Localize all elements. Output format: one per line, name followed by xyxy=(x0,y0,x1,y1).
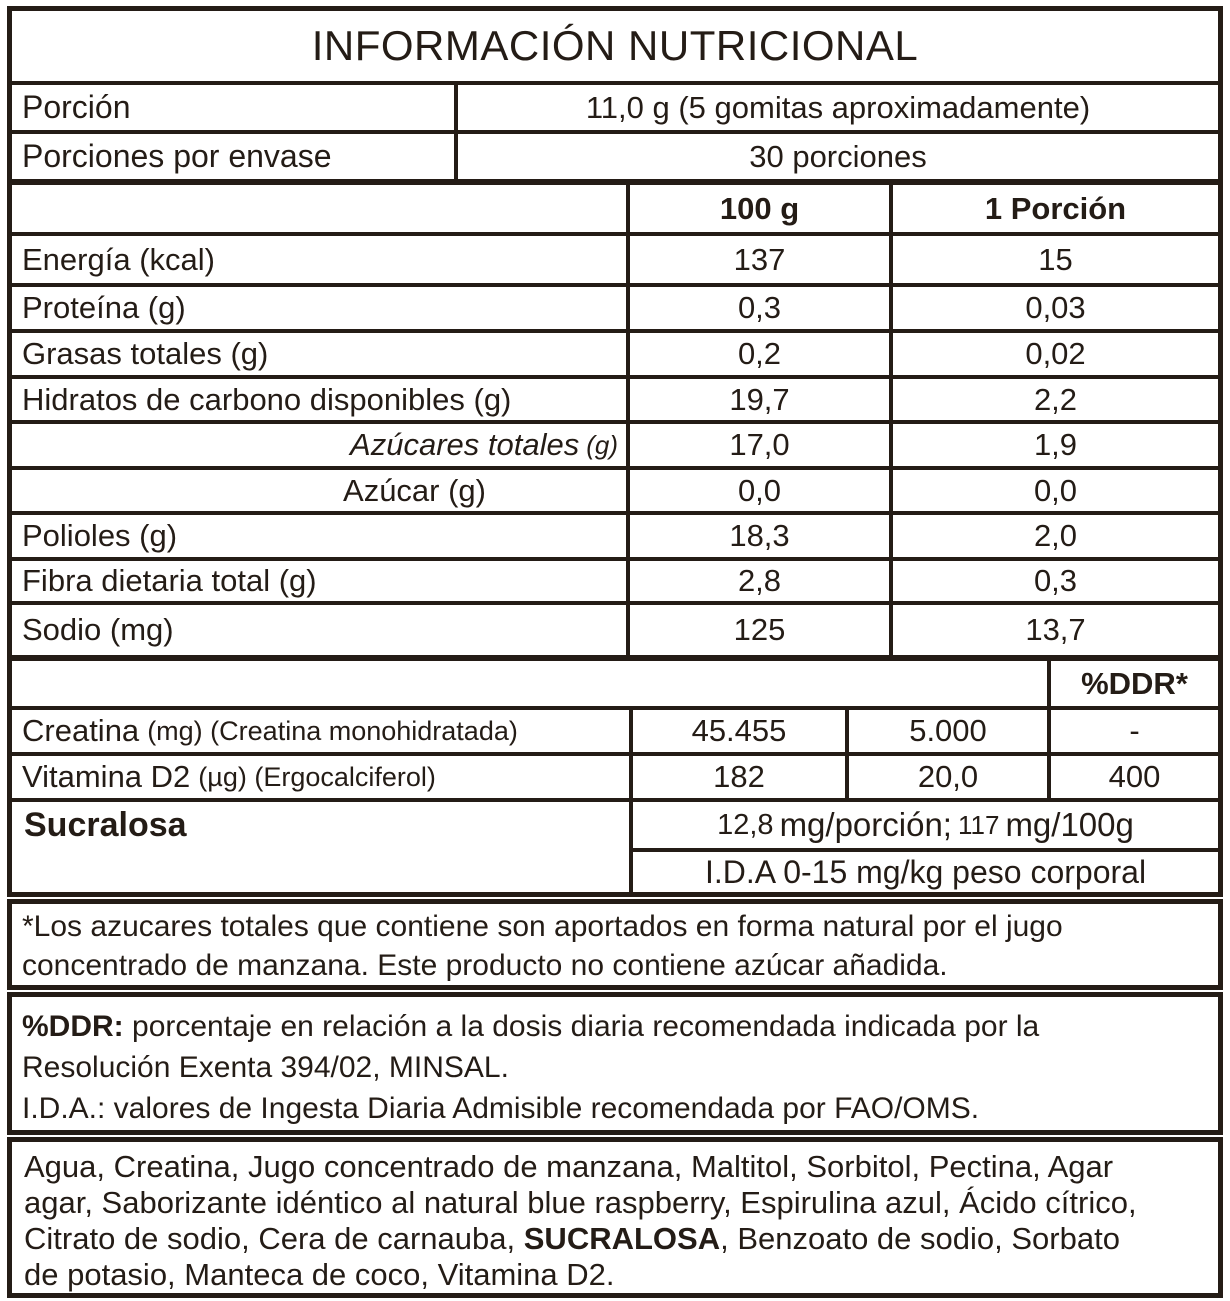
value-100g: 137 xyxy=(626,236,889,283)
ddr-header-label: %DDR* xyxy=(1047,661,1218,706)
ida-footnote-line: I.D.A.: valores de Ingesta Diaria Admisible recomendada por FAO/OMS. xyxy=(22,1092,980,1125)
ddr-footnote xyxy=(7,992,1223,1135)
value-100g: 0,2 xyxy=(626,333,889,375)
ddr-header-spacer xyxy=(12,661,1047,706)
sugars-footnote-line1: *Los azucares totales que contiene son aportados en forma natural por el jugo xyxy=(22,910,1063,943)
page-title: INFORMACIÓN NUTRICIONAL xyxy=(311,22,919,69)
servings-per-container-label: Porciones por envase xyxy=(22,138,332,174)
column-header-portion: 1 Porción xyxy=(889,185,1218,232)
sucralosa-unit-portion: mg/porción; xyxy=(779,806,952,843)
value-100g: 125 xyxy=(626,605,889,655)
sucralosa-ida-line: I.D.A 0-15 mg/kg peso corporal xyxy=(633,848,1218,892)
value-100g: 0,0 xyxy=(626,470,889,511)
value-100g: 18,3 xyxy=(626,515,889,557)
value-portion: 13,7 xyxy=(889,605,1218,655)
ddr-footnote-bold: %DDR: xyxy=(22,1010,124,1043)
value-100g: 2,8 xyxy=(626,561,889,601)
value-portion: 0,02 xyxy=(889,333,1218,375)
table-row-grasas xyxy=(12,329,1218,375)
ingredients-line3-post: , Benzoato de sodio, Sorbato xyxy=(720,1221,1120,1256)
ddr-footnote-line2: Resolución Exenta 394/02, MINSAL. xyxy=(22,1051,509,1084)
nutrition-table xyxy=(7,6,1223,897)
table-row-sodio xyxy=(12,601,1218,655)
ingredients-sucralosa-bold: SUCRALOSA xyxy=(523,1221,721,1256)
column-header-spacer xyxy=(12,185,626,232)
table-row-sucralosa xyxy=(12,798,1218,892)
value-portion: 1,9 xyxy=(889,424,1218,466)
nutrient-label: Polioles (g) xyxy=(22,518,178,553)
sucralosa-unit-100g: mg/100g xyxy=(1005,806,1134,843)
ingredients-line3 xyxy=(24,1221,1208,1257)
column-header-row xyxy=(12,179,1218,232)
sucralosa-mg-100g: 117 xyxy=(957,809,1000,840)
nutrient-label: Proteína (g) xyxy=(22,290,186,325)
value-100g: 19,7 xyxy=(626,379,889,420)
nutrient-label: Fibra dietaria total (g) xyxy=(22,563,317,598)
servings-per-container-row xyxy=(12,130,1218,179)
nutrient-label xyxy=(12,710,629,752)
nutrient-label: Energía (kcal) xyxy=(22,241,215,277)
column-header-100g: 100 g xyxy=(626,185,889,232)
nutrient-label: Grasas totales (g) xyxy=(22,336,269,371)
table-row-proteina xyxy=(12,283,1218,329)
nutrient-label xyxy=(12,424,626,466)
nutrient-detail: (mg) (Creatina monohidratada) xyxy=(147,715,518,746)
ingredients-line3-pre: Citrato de sodio, Cera de carnauba, xyxy=(24,1221,524,1256)
value-portion: 0,0 xyxy=(889,470,1218,511)
sugars-footnote xyxy=(7,899,1223,990)
nutrient-label-text: Azúcares totales xyxy=(350,427,580,462)
ingredients-section xyxy=(7,1137,1223,1298)
sucralosa-values xyxy=(629,802,1218,892)
value-100g: 0,3 xyxy=(626,287,889,329)
table-row-creatina xyxy=(12,706,1218,752)
ddr-footnote-text: porcentaje en relación a la dosis diaria recomendada indicada por la xyxy=(123,1010,1040,1043)
value-portion: 15 xyxy=(889,236,1218,283)
serving-size-value: 11,0 g (5 gomitas aproximadamente) xyxy=(454,85,1218,130)
sugars-footnote-line2: concentrado de manzana. Este producto no contiene azúcar añadida. xyxy=(22,949,948,982)
value-portion: 2,0 xyxy=(889,515,1218,557)
nutrient-label-unit: (g) xyxy=(586,429,618,460)
table-row-fibra xyxy=(12,557,1218,601)
ingredients-line1: Agua, Creatina, Jugo concentrado de manzana, Maltitol, Sorbitol, Pectina, Agar xyxy=(24,1149,1114,1184)
ingredients-line2: agar, Saborizante idéntico al natural blue raspberry, Espirulina azul, Ácido cítrico, xyxy=(24,1185,1137,1220)
value-ddr: - xyxy=(1047,710,1218,752)
value-portion: 0,3 xyxy=(889,561,1218,601)
serving-size-label: Porción xyxy=(22,89,131,125)
ddr-footnote-line1 xyxy=(22,1006,1208,1047)
table-row-hidratos xyxy=(12,375,1218,420)
table-row-azucar xyxy=(12,466,1218,511)
nutrient-name: Creatina xyxy=(22,713,140,748)
nutrient-label: Azúcar (g) xyxy=(343,472,486,508)
value-portion: 0,03 xyxy=(889,287,1218,329)
nutrient-name: Vitamina D2 xyxy=(22,759,191,794)
nutrient-detail: (µg) (Ergocalciferol) xyxy=(198,761,436,792)
value-100g: 17,0 xyxy=(626,424,889,466)
table-row-energia xyxy=(12,232,1218,283)
ddr-header-row xyxy=(12,655,1218,706)
sucralosa-label: Sucralosa xyxy=(24,806,187,844)
serving-size-row xyxy=(12,81,1218,130)
sucralosa-mg-portion: 12,8 xyxy=(717,808,774,841)
table-row-azucares-totales xyxy=(12,420,1218,466)
value-100g: 45.455 xyxy=(629,710,845,752)
nutrient-label: Sodio (mg) xyxy=(22,612,174,647)
value-ddr: 400 xyxy=(1047,756,1218,798)
sucralosa-amount-line xyxy=(633,802,1218,848)
title-row xyxy=(12,11,1218,81)
ingredients-line4: de potasio, Manteca de coco, Vitamina D2. xyxy=(24,1257,615,1292)
value-100g: 182 xyxy=(629,756,845,798)
servings-per-container-value: 30 porciones xyxy=(454,134,1218,179)
value-portion: 20,0 xyxy=(845,756,1047,798)
nutrient-label xyxy=(12,756,629,798)
value-portion: 2,2 xyxy=(889,379,1218,420)
table-row-polioles xyxy=(12,511,1218,557)
nutrient-label: Hidratos de carbono disponibles (g) xyxy=(22,381,512,417)
value-portion: 5.000 xyxy=(845,710,1047,752)
table-row-vitamina-d2 xyxy=(12,752,1218,798)
